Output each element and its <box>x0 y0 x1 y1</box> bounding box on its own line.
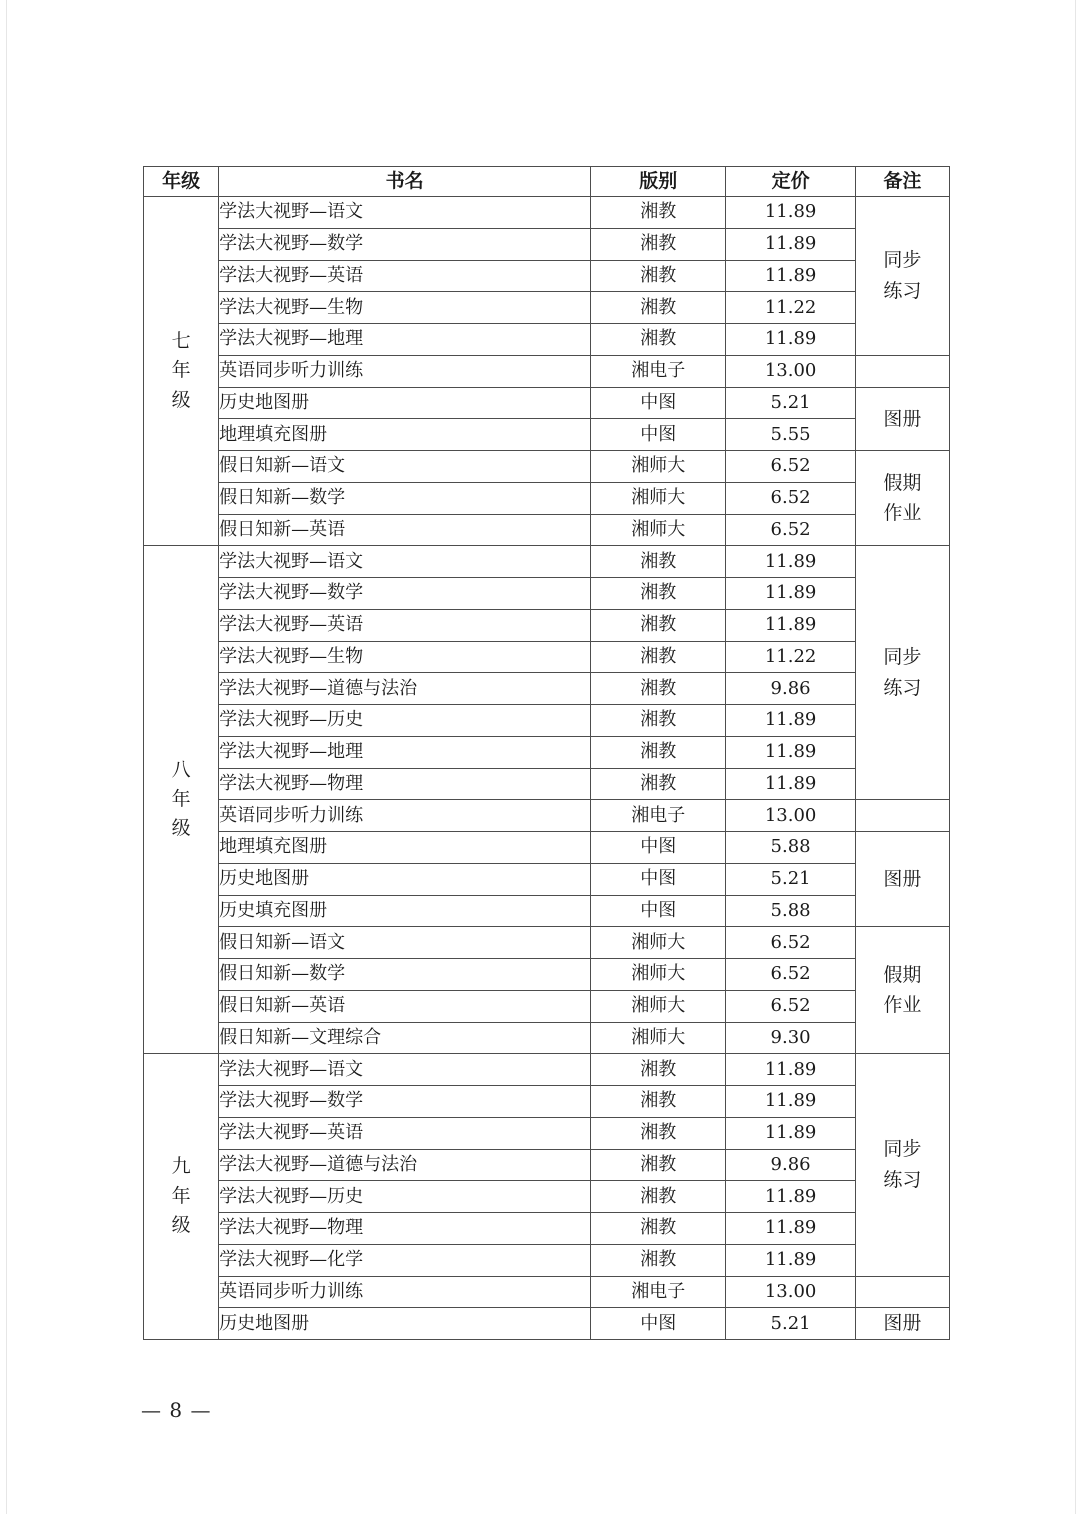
publisher: 湘教 <box>591 324 726 356</box>
note-cell <box>855 1054 949 1276</box>
table-row <box>144 197 950 229</box>
price: 11.89 <box>726 546 855 578</box>
book-title: 学法大视野—英语 <box>219 1117 591 1149</box>
note-label: 同步练习 <box>883 1138 922 1191</box>
publisher: 湘师大 <box>591 451 726 483</box>
note-label: 假期作业 <box>883 471 922 525</box>
book-title: 学法大视野—生物 <box>219 641 591 673</box>
price: 6.52 <box>726 959 855 991</box>
publisher: 湘教 <box>591 546 726 578</box>
table-row <box>144 1213 950 1245</box>
table-row <box>144 609 950 641</box>
book-title: 英语同步听力训练 <box>219 1276 591 1308</box>
book-title: 学法大视野—物理 <box>219 1213 591 1245</box>
publisher: 湘电子 <box>591 355 726 387</box>
book-title: 学法大视野—语文 <box>219 546 591 578</box>
book-title: 地理填充图册 <box>219 832 591 864</box>
table-row <box>144 228 950 260</box>
table-row <box>144 292 950 324</box>
table-row <box>144 1117 950 1149</box>
publisher: 湘教 <box>591 1213 726 1245</box>
book-title: 学法大视野—道德与法治 <box>219 673 591 705</box>
table-row <box>144 927 950 959</box>
book-title: 学法大视野—历史 <box>219 1181 591 1213</box>
note-cell <box>855 355 949 387</box>
book-title: 假日知新—英语 <box>219 990 591 1022</box>
price: 13.00 <box>726 800 855 832</box>
note-label: 图册 <box>883 1312 922 1335</box>
price: 6.52 <box>726 451 855 483</box>
price: 11.89 <box>726 1086 855 1118</box>
publisher: 中图 <box>591 419 726 451</box>
publisher: 湘教 <box>591 260 726 292</box>
publisher: 湘教 <box>591 578 726 610</box>
book-title: 学法大视野—语文 <box>219 197 591 229</box>
book-title: 历史填充图册 <box>219 895 591 927</box>
note-label: 同步练习 <box>883 646 922 699</box>
table-row <box>144 578 950 610</box>
price: 5.21 <box>726 863 855 895</box>
price: 11.89 <box>726 1244 855 1276</box>
booklist-table <box>143 166 950 1340</box>
price: 5.21 <box>726 387 855 419</box>
table-row <box>144 324 950 356</box>
table-row <box>144 990 950 1022</box>
table-row <box>144 482 950 514</box>
grade-cell <box>144 546 219 1054</box>
table-row <box>144 863 950 895</box>
table-row <box>144 768 950 800</box>
table-row <box>144 514 950 546</box>
publisher: 中图 <box>591 832 726 864</box>
price: 5.88 <box>726 832 855 864</box>
price: 6.52 <box>726 482 855 514</box>
price: 11.89 <box>726 324 855 356</box>
table-row <box>144 546 950 578</box>
grade-label: 九年级 <box>171 1155 191 1237</box>
note-label: 图册 <box>883 407 922 430</box>
table-row <box>144 1276 950 1308</box>
table-row <box>144 1244 950 1276</box>
publisher: 中图 <box>591 387 726 419</box>
table-body <box>144 197 950 1340</box>
price: 11.89 <box>726 260 855 292</box>
price: 11.89 <box>726 1117 855 1149</box>
note-cell <box>855 197 949 356</box>
publisher: 湘师大 <box>591 1022 726 1054</box>
book-title: 历史地图册 <box>219 387 591 419</box>
publisher: 中图 <box>591 895 726 927</box>
book-title: 学法大视野—生物 <box>219 292 591 324</box>
publisher: 湘教 <box>591 768 726 800</box>
publisher: 湘师大 <box>591 927 726 959</box>
document-page <box>6 0 1076 1514</box>
grade-label: 七年级 <box>171 329 191 411</box>
book-title: 学法大视野—历史 <box>219 705 591 737</box>
header-note: 备注 <box>855 167 949 197</box>
price: 11.22 <box>726 641 855 673</box>
price: 11.89 <box>726 197 855 229</box>
table-row <box>144 1054 950 1086</box>
price: 11.89 <box>726 609 855 641</box>
publisher: 湘教 <box>591 197 726 229</box>
note-cell <box>855 546 949 800</box>
table-row <box>144 260 950 292</box>
table-row <box>144 1022 950 1054</box>
header-publisher: 版别 <box>591 167 726 197</box>
publisher: 湘电子 <box>591 1276 726 1308</box>
price: 6.52 <box>726 514 855 546</box>
header-grade: 年级 <box>144 167 219 197</box>
publisher: 湘教 <box>591 1149 726 1181</box>
publisher: 湘教 <box>591 673 726 705</box>
book-title: 学法大视野—地理 <box>219 324 591 356</box>
book-title: 假日知新—英语 <box>219 514 591 546</box>
price: 5.88 <box>726 895 855 927</box>
publisher: 湘教 <box>591 641 726 673</box>
price: 11.89 <box>726 1054 855 1086</box>
header-title: 书名 <box>219 167 591 197</box>
book-title: 学法大视野—数学 <box>219 1086 591 1118</box>
book-title: 学法大视野—地理 <box>219 736 591 768</box>
header-price: 定价 <box>726 167 855 197</box>
price: 11.89 <box>726 1213 855 1245</box>
table-row <box>144 1086 950 1118</box>
book-title: 英语同步听力训练 <box>219 800 591 832</box>
publisher: 湘师大 <box>591 959 726 991</box>
book-title: 假日知新—数学 <box>219 482 591 514</box>
price: 11.22 <box>726 292 855 324</box>
header-row <box>144 167 950 197</box>
publisher: 湘师大 <box>591 514 726 546</box>
price: 5.21 <box>726 1308 855 1340</box>
table-row <box>144 1149 950 1181</box>
price: 9.86 <box>726 673 855 705</box>
book-title: 学法大视野—化学 <box>219 1244 591 1276</box>
note-cell <box>855 451 949 546</box>
publisher: 湘教 <box>591 1086 726 1118</box>
table-row <box>144 832 950 864</box>
note-label: 同步练习 <box>883 249 922 302</box>
publisher: 湘师大 <box>591 482 726 514</box>
publisher: 湘教 <box>591 736 726 768</box>
publisher: 湘教 <box>591 609 726 641</box>
price: 6.52 <box>726 990 855 1022</box>
note-cell <box>855 1308 949 1340</box>
publisher: 湘教 <box>591 1244 726 1276</box>
publisher: 湘教 <box>591 228 726 260</box>
note-label: 图册 <box>883 867 922 890</box>
note-cell <box>855 800 949 832</box>
price: 11.89 <box>726 578 855 610</box>
book-title: 历史地图册 <box>219 1308 591 1340</box>
table-row <box>144 959 950 991</box>
price: 5.55 <box>726 419 855 451</box>
price: 11.89 <box>726 768 855 800</box>
book-title: 学法大视野—英语 <box>219 260 591 292</box>
table-row <box>144 355 950 387</box>
price: 6.52 <box>726 927 855 959</box>
book-title: 学法大视野—数学 <box>219 578 591 610</box>
note-cell <box>855 832 949 927</box>
table-row <box>144 641 950 673</box>
grade-cell <box>144 197 219 546</box>
book-title: 地理填充图册 <box>219 419 591 451</box>
book-title: 学法大视野—数学 <box>219 228 591 260</box>
note-cell <box>855 387 949 451</box>
book-title: 假日知新—数学 <box>219 959 591 991</box>
table-row <box>144 419 950 451</box>
book-title: 英语同步听力训练 <box>219 355 591 387</box>
publisher: 湘教 <box>591 292 726 324</box>
book-title: 学法大视野—道德与法治 <box>219 1149 591 1181</box>
table-row <box>144 387 950 419</box>
publisher: 湘师大 <box>591 990 726 1022</box>
book-title: 学法大视野—英语 <box>219 609 591 641</box>
publisher: 湘教 <box>591 705 726 737</box>
publisher: 湘教 <box>591 1117 726 1149</box>
price: 11.89 <box>726 736 855 768</box>
note-cell <box>855 927 949 1054</box>
publisher: 中图 <box>591 1308 726 1340</box>
table-row <box>144 1181 950 1213</box>
price: 11.89 <box>726 228 855 260</box>
grade-label: 八年级 <box>171 758 191 840</box>
publisher: 中图 <box>591 863 726 895</box>
price: 9.30 <box>726 1022 855 1054</box>
publisher: 湘电子 <box>591 800 726 832</box>
book-title: 历史地图册 <box>219 863 591 895</box>
book-title: 假日知新—文理综合 <box>219 1022 591 1054</box>
note-label: 假期作业 <box>883 963 922 1017</box>
price: 11.89 <box>726 705 855 737</box>
note-cell <box>855 1276 949 1308</box>
price: 13.00 <box>726 1276 855 1308</box>
publisher: 湘教 <box>591 1181 726 1213</box>
table-row <box>144 1308 950 1340</box>
table-row <box>144 800 950 832</box>
book-title: 学法大视野—物理 <box>219 768 591 800</box>
book-title: 假日知新—语文 <box>219 927 591 959</box>
table-row <box>144 673 950 705</box>
grade-cell <box>144 1054 219 1340</box>
publisher: 湘教 <box>591 1054 726 1086</box>
book-title: 假日知新—语文 <box>219 451 591 483</box>
table-row <box>144 736 950 768</box>
price: 13.00 <box>726 355 855 387</box>
table-row <box>144 705 950 737</box>
page-number: — 8 — <box>141 1398 212 1422</box>
book-title: 学法大视野—语文 <box>219 1054 591 1086</box>
price: 11.89 <box>726 1181 855 1213</box>
table-row <box>144 895 950 927</box>
table-row <box>144 451 950 483</box>
price: 9.86 <box>726 1149 855 1181</box>
